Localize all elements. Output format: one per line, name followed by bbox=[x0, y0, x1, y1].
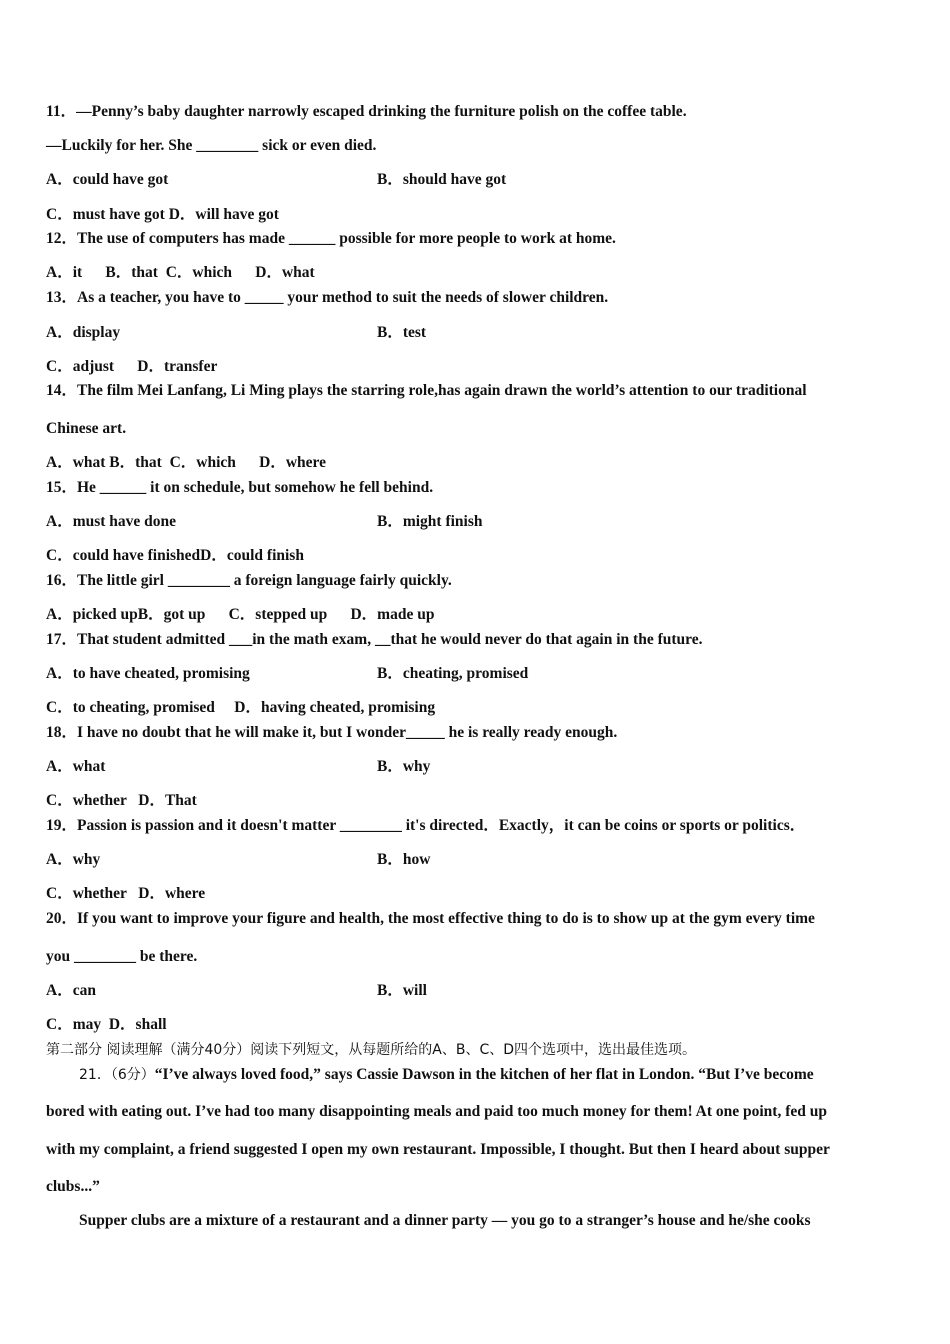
question-13-stem: 13．As a teacher, you have to _____ your method to suit the needs of slower children. bbox=[46, 289, 609, 306]
passage-line-4: clubs...” bbox=[46, 1178, 100, 1195]
question-13-option-b: B．test bbox=[377, 324, 427, 341]
question-18-option-a: A．what bbox=[46, 758, 106, 775]
question-11-stem-line-2: —Luckily for her. She ________ sick or even died. bbox=[46, 137, 377, 154]
passage-line-2: bored with eating out. I’ve had too many disappointing meals and paid too much money for them! At one point, fed up bbox=[46, 1103, 827, 1120]
question-20-option-b: B．will bbox=[377, 982, 427, 999]
question-14-options: A．what B．that C．which D．where bbox=[46, 454, 327, 471]
question-19-options-cd: C．whether D．where bbox=[46, 885, 206, 902]
question-17-option-a: A．to have cheated, promising bbox=[46, 665, 250, 682]
question-18-stem: 18．I have no doubt that he will make it, but I wonder_____ he is really ready enough. bbox=[46, 724, 618, 741]
question-13-options-cd: C．adjust D．transfer bbox=[46, 358, 218, 375]
passage-line-1 bbox=[79, 1066, 814, 1084]
question-20-stem-line-1: 20．If you want to improve your figure and health, the most effective thing to do is to show up at the gym every time bbox=[46, 910, 815, 927]
question-17-options-cd: C．to cheating, promised D．having cheated, promising bbox=[46, 699, 436, 716]
question-15-stem: 15．He ______ it on schedule, but somehow he fell behind. bbox=[46, 479, 434, 496]
question-20-option-a: A．can bbox=[46, 982, 96, 999]
passage-number: 21．（6分） bbox=[79, 1067, 155, 1083]
question-16-stem: 16．The little girl ________ a foreign language fairly quickly. bbox=[46, 572, 452, 589]
question-19-stem: 19．Passion is passion and it doesn't matter ________ it's directed．Exactly，it can be coins or sports or politics． bbox=[46, 817, 806, 834]
question-17-stem: 17．That student admitted ___in the math exam, __that he would never do that again in the future. bbox=[46, 631, 703, 648]
question-14-stem-line-1: 14．The film Mei Lanfang, Li Ming plays the starring role,has again drawn the world’s attention to our traditional bbox=[46, 382, 807, 399]
question-18-option-b: B．why bbox=[377, 758, 431, 775]
question-17-option-b: B．cheating, promised bbox=[377, 665, 529, 682]
passage-line-5: Supper clubs are a mixture of a restaurant and a dinner party — you go to a stranger’s house and he/she cooks bbox=[79, 1212, 811, 1229]
question-18-options-cd: C．whether D．That bbox=[46, 792, 197, 809]
question-15-option-b: B．might finish bbox=[377, 513, 483, 530]
question-12-options: A．it B．that C．which D．what bbox=[46, 264, 315, 281]
question-13-option-a: A．display bbox=[46, 324, 121, 341]
passage-line-3: with my complaint, a friend suggested I open my own restaurant. Impossible, I thought. But then I heard about supper bbox=[46, 1141, 830, 1158]
question-20-stem-line-2: you ________ be there. bbox=[46, 948, 198, 965]
passage-line-1-text: “I’ve always loved food,” says Cassie Dawson in the kitchen of her flat in London. “But I’ve become bbox=[154, 1066, 814, 1083]
section-heading: 第二部分 阅读理解（满分40分）阅读下列短文，从每题所给的A、B、C、D四个选项中，选出最佳选项。 bbox=[46, 1042, 696, 1058]
question-20-options-cd: C．may D．shall bbox=[46, 1016, 167, 1033]
question-19-option-b: B．how bbox=[377, 851, 431, 868]
question-15-options-cd: C．could have finishedD．could finish bbox=[46, 547, 304, 564]
question-11-stem-line-1: 11．—Penny’s baby daughter narrowly escaped drinking the furniture polish on the coffee table. bbox=[46, 103, 687, 120]
question-12-stem: 12．The use of computers has made ______ possible for more people to work at home. bbox=[46, 230, 616, 247]
question-19-option-a: A．why bbox=[46, 851, 101, 868]
question-11-options-cd: C．must have got D．will have got bbox=[46, 206, 279, 223]
question-14-stem-line-2: Chinese art. bbox=[46, 420, 127, 437]
question-11-option-b: B．should have got bbox=[377, 171, 507, 188]
question-11-option-a: A．could have got bbox=[46, 171, 169, 188]
question-16-options: A．picked upB．got up C．stepped up D．made up bbox=[46, 606, 435, 623]
question-15-option-a: A．must have done bbox=[46, 513, 177, 530]
